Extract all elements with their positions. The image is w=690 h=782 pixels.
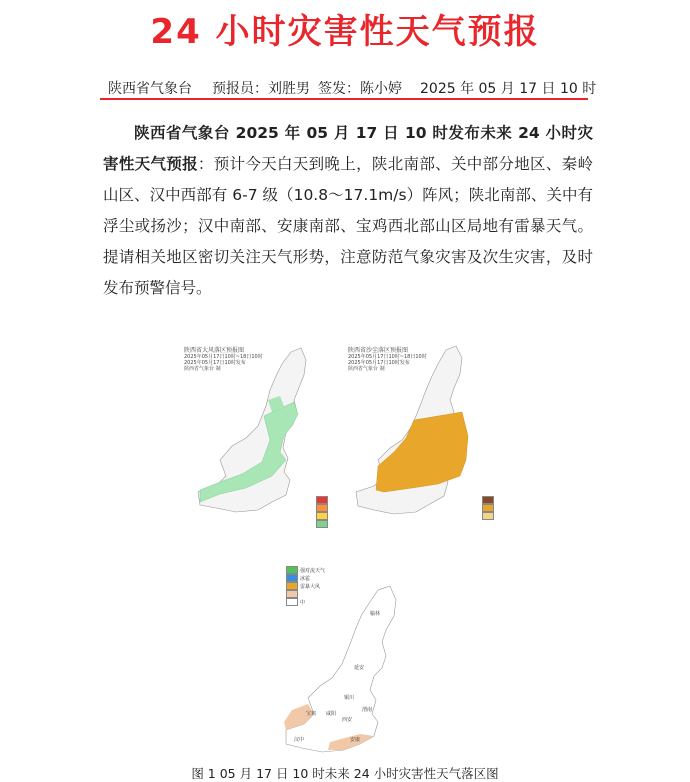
- city-xian: 西安: [342, 717, 353, 723]
- legend-thunder-wind: 雷暴大风: [300, 583, 321, 590]
- sand-map-producer: 陕西省气象台 制: [348, 366, 385, 372]
- city-weinan: 渭南: [362, 707, 373, 713]
- city-hanzhong: 汉中: [294, 737, 305, 743]
- legend-none: 中: [300, 599, 306, 606]
- forecast-lead: 陕西省气象台 2025 年 05 月 17 日 10 时发布未来 24 小时灾害性天气预报: [103, 124, 593, 173]
- storm-map: [278, 564, 412, 756]
- legend-strong-convection: 强对流天气: [300, 567, 326, 574]
- sand-legend: [482, 496, 496, 520]
- wind-map-valid: 2025年05月17日10时~18日10时: [184, 354, 263, 360]
- wind-map-title: 陕西省大风落区预报图: [184, 347, 245, 354]
- storm-legend: [286, 566, 325, 606]
- figure-caption: 图 1 05 月 17 日 10 时未来 24 小时灾害性天气落区图: [191, 766, 499, 781]
- forecast-text: [103, 118, 593, 304]
- city-yanan: 延安: [354, 665, 365, 671]
- sand-map-issued: 2025年05月17日10时发布: [348, 360, 410, 366]
- sand-map-title: 陕西省沙尘落区预报图: [348, 347, 409, 354]
- issue-time: 2025 年 05 月 17 日 10 时: [420, 81, 597, 97]
- sand-map: [342, 340, 504, 522]
- wind-legend: [316, 496, 330, 528]
- signer: 签发：陈小婷: [318, 81, 402, 97]
- wind-map-producer: 陕西省气象台 制: [184, 366, 221, 372]
- forecast-body: ：预计今天白天到晚上，陕北南部、关中部分地区、秦岭山区、汉中西部有 6-7 级（10.8～17.1m/s）阵风；陕北南部、关中有浮尘或扬沙；汉中南部、安康南部、宝鸡西北部山区局地有雷暴天气。提请相关地区密切关注天气形势，注意防范气象灾害及次生灾害，及时发布预警信号。: [103, 155, 593, 297]
- city-xianyang: 咸阳: [326, 711, 337, 717]
- wind-map-issued: 2025年05月17日10时发布: [184, 360, 246, 366]
- city-baoji: 宝鸡: [306, 711, 317, 717]
- wind-map: [176, 340, 338, 522]
- forecaster: 预报员：刘胜男: [212, 81, 310, 97]
- city-ankang: 安康: [350, 737, 361, 743]
- legend-hail: 冰雹: [300, 575, 311, 582]
- issue-info-line: [108, 78, 597, 98]
- city-tongchuan: 铜川: [344, 695, 355, 701]
- page-title: 24 小时灾害性天气预报: [150, 12, 540, 52]
- issuer: 陕西省气象台: [108, 81, 192, 97]
- header-divider: [100, 98, 588, 100]
- city-yulin: 榆林: [370, 611, 381, 617]
- sand-map-valid: 2025年05月17日10时~18日10时: [348, 354, 427, 360]
